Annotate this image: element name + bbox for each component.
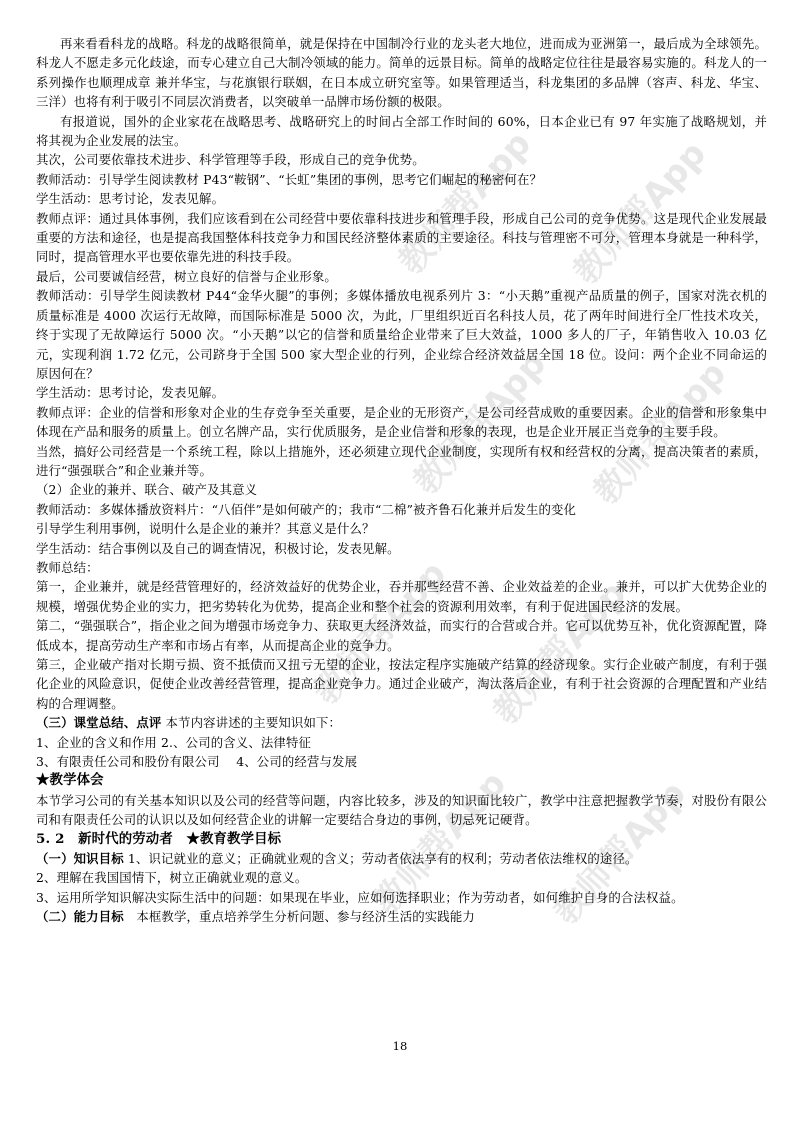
watermark-3: 教师帮App — [405, 343, 555, 503]
paragraph: 最后，公司要诚信经营，树立良好的信誉与企业形象。 — [36, 268, 337, 284]
paragraph: 教师点评：企业的信誉和形象对企业的生存竞争至关重要，是企业的无形资产，是公司经营成败的重要因素。企业的信誉和形象集中体现在产品和服务的质量上。创立名牌产品，实行优质服务，是企业信誉和形象的表现，也是企业开展正当竞争的主要手段。 — [36, 404, 767, 440]
knowledge-heading: （一）知识目标 — [36, 851, 124, 867]
summary-item: 1、企业的含义和作用 2.、公司的含义、法律特征 — [36, 734, 312, 750]
paragraph: 教师总结： — [36, 559, 99, 575]
paragraph: 教师活动：多媒体播放资料片：“八佰伴”是如何破产的；我市“二棉”被齐鲁石化兼并后发生的变化 — [36, 501, 577, 517]
paragraph: 教师点评：通过具体事例，我们应该看到在公司经营中要依靠科技进步和管理手段，形成自己公司的竞争优势。这是现代企业发展最重要的方法和途径，也是提高我国整体科技竞争力和国民经济整体素质的主要途径。科技与管理密不可分，管理本身就是一种科学，同时，提高管理水平也要依靠先进的科技手段。 — [36, 210, 767, 265]
paragraph: 教师活动：引导学生阅读教材 P43“鞍钢”、“长虹”集团的事例，思考它们崛起的秘密何在？ — [36, 171, 543, 187]
summary-line — [36, 713, 767, 732]
paragraph: 第二，“强强联合”，指企业之间为增强市场竞争力、获取更大经济效益，而实行的合营或合并。它可以优势互补，优化资源配置，降低成本，提高劳动生产率和市场占有率，从而提高企业的竞争力。 — [36, 618, 767, 653]
paragraph: 第一，企业兼并，就是经营管理好的，经济效益好的优势企业，吞并那些经营不善、企业效益差的企业。兼并，可以扩大优势企业的规模，增强优势企业的实力，把劣势转化为优势，提高企业和整个社会的资源利用效率，有利于促进国民经济的发展。 — [36, 579, 767, 614]
reflection-heading: ★教学体会 — [36, 772, 104, 789]
paragraph: 第三，企业破产指对长期亏损、资不抵债而又扭亏无望的企业，按法定程序实施破产结算的经济现象。实行企业破产制度，有利于强化企业的风险意识，促使企业改善经营管理，提高企业竞争力。通过企业破产，淘汰落后企业，有利于社会资源的合理配置和产业结构的合理调整。 — [36, 657, 767, 711]
watermark-7: 教师帮App — [365, 763, 515, 923]
knowledge-item: 3、运用所学知识解决实际生活中的问题：如果现在毕业，应如何选择职业；作为劳动者，如何维护自身的合法权益。 — [36, 889, 684, 905]
ability-text: 本框教学，重点培养学生分析问题、参与经济生活的实践能力 — [123, 909, 475, 925]
paragraph: 学生活动：思考讨论，发表见解。 — [36, 385, 225, 401]
subheading: （2）企业的兼并、联合、破产及其意义 — [36, 482, 258, 498]
knowledge-goal — [36, 849, 767, 868]
paragraph: 教师活动：引导学生阅读教材 P44“金华火腿”的事例；多媒体播放电视系列片 3：“小天鹅”重视产品质量的例子，国家对洗衣机的质量标准是 4000 次运行无故障，而国际标准是 5000 次，为此，厂里组织近百名科技人员，花了两年时间进行全厂性技术攻关，终于实现了无故障运行 5000 次。“小天鹅”以它的信誉和质量给企业带来了巨大效益，1000 多人的厂子，年销售收入 10.03 亿元，实现利润 1.72 亿元，公司跻身于全国 500 家大型企业的行列，企业综合经济效益居全国 18 位。设问：两个企业不同命运的原因何在？ — [36, 288, 767, 381]
knowledge-item: 2、理解在我国国情下，树立正确就业观的意义。 — [36, 870, 308, 886]
paragraph: 引导学生利用事例，说明什么是企业的兼并？其意义是什么？ — [36, 521, 375, 537]
knowledge-item: 1、识记就业的意义；正确就业观的含义；劳动者依法享有的权利；劳动者依法维权的途径。 — [123, 851, 638, 867]
ability-heading: （二）能力目标 — [36, 909, 124, 925]
reflection-text: 本节学习公司的有关基本知识以及公司的经营等问题，内容比较多，涉及的知识面比较广，教学中注意把握教学节奏，对股份有限公司和有限责任公司的认识以及如何经营企业的讲解一定要结合身边的事例，切忌死记硬背。 — [36, 792, 767, 828]
summary-heading: （三）课堂总结、点评 — [36, 715, 162, 731]
watermark-5: 教师帮App — [305, 553, 455, 713]
watermark-4: 教师帮App — [585, 353, 735, 513]
watermark-8: 教师帮App — [545, 773, 695, 933]
watermark-2: 教师帮App — [565, 133, 715, 293]
paragraph: 学生活动：结合事例以及自己的调查情况，积极讨论，发表见解。 — [36, 540, 400, 556]
document-page — [36, 34, 767, 927]
paragraph: 其次，公司要依靠技术进步、科学管理等手段，形成自己的竞争优势。 — [36, 152, 425, 168]
watermark-1: 教师帮App — [390, 123, 540, 283]
summary-intro: 本节内容讲述的主要知识如下： — [161, 715, 342, 731]
summary-item: 3、有限责任公司和股份有限公司 4、公司的经营与发展 — [36, 754, 358, 770]
section-title: 5. 2 新时代的劳动者 ★教育教学目标 — [36, 830, 282, 847]
paragraph: 有报道说，国外的企业家花在战略思考、战略研究上的时间占全部工作时间的 60%，日本企业已有 97 年实施了战略规划，并将其视为企业发展的法宝。 — [36, 113, 767, 149]
ability-goal — [36, 907, 767, 926]
paragraph: 学生活动：思考讨论，发表见解。 — [36, 191, 225, 207]
paragraph: 当然，搞好公司经营是一个系统工程，除以上措施外，还必须建立现代企业制度，实现所有权和经营权的分离，提高决策者的素质，进行“强强联合”和企业兼并等。 — [36, 443, 767, 478]
paragraph: 再来看看科龙的战略。科龙的战略很简单，就是保持在中国制冷行业的龙头老大地位，进而成为亚洲第一，最后成为全球领先。科龙人不愿走多元化歧途，而专心建立自己大制冷领域的能力。简单的远景目标。简单的战略定位往往是最容易实施的。科龙人的一系列操作也顺理成章 兼并华宝，与花旗银行联姻，在日本成立研究室等。如果管理适当，科龙集团的多品牌（容声、科龙、华宝、三洋）也将有利于吸引不同层次消费者，以突破单一品牌市场份额的极限。 — [36, 36, 767, 110]
page-number: 18 — [392, 1039, 408, 1053]
watermark-6: 教师帮App — [485, 573, 635, 733]
